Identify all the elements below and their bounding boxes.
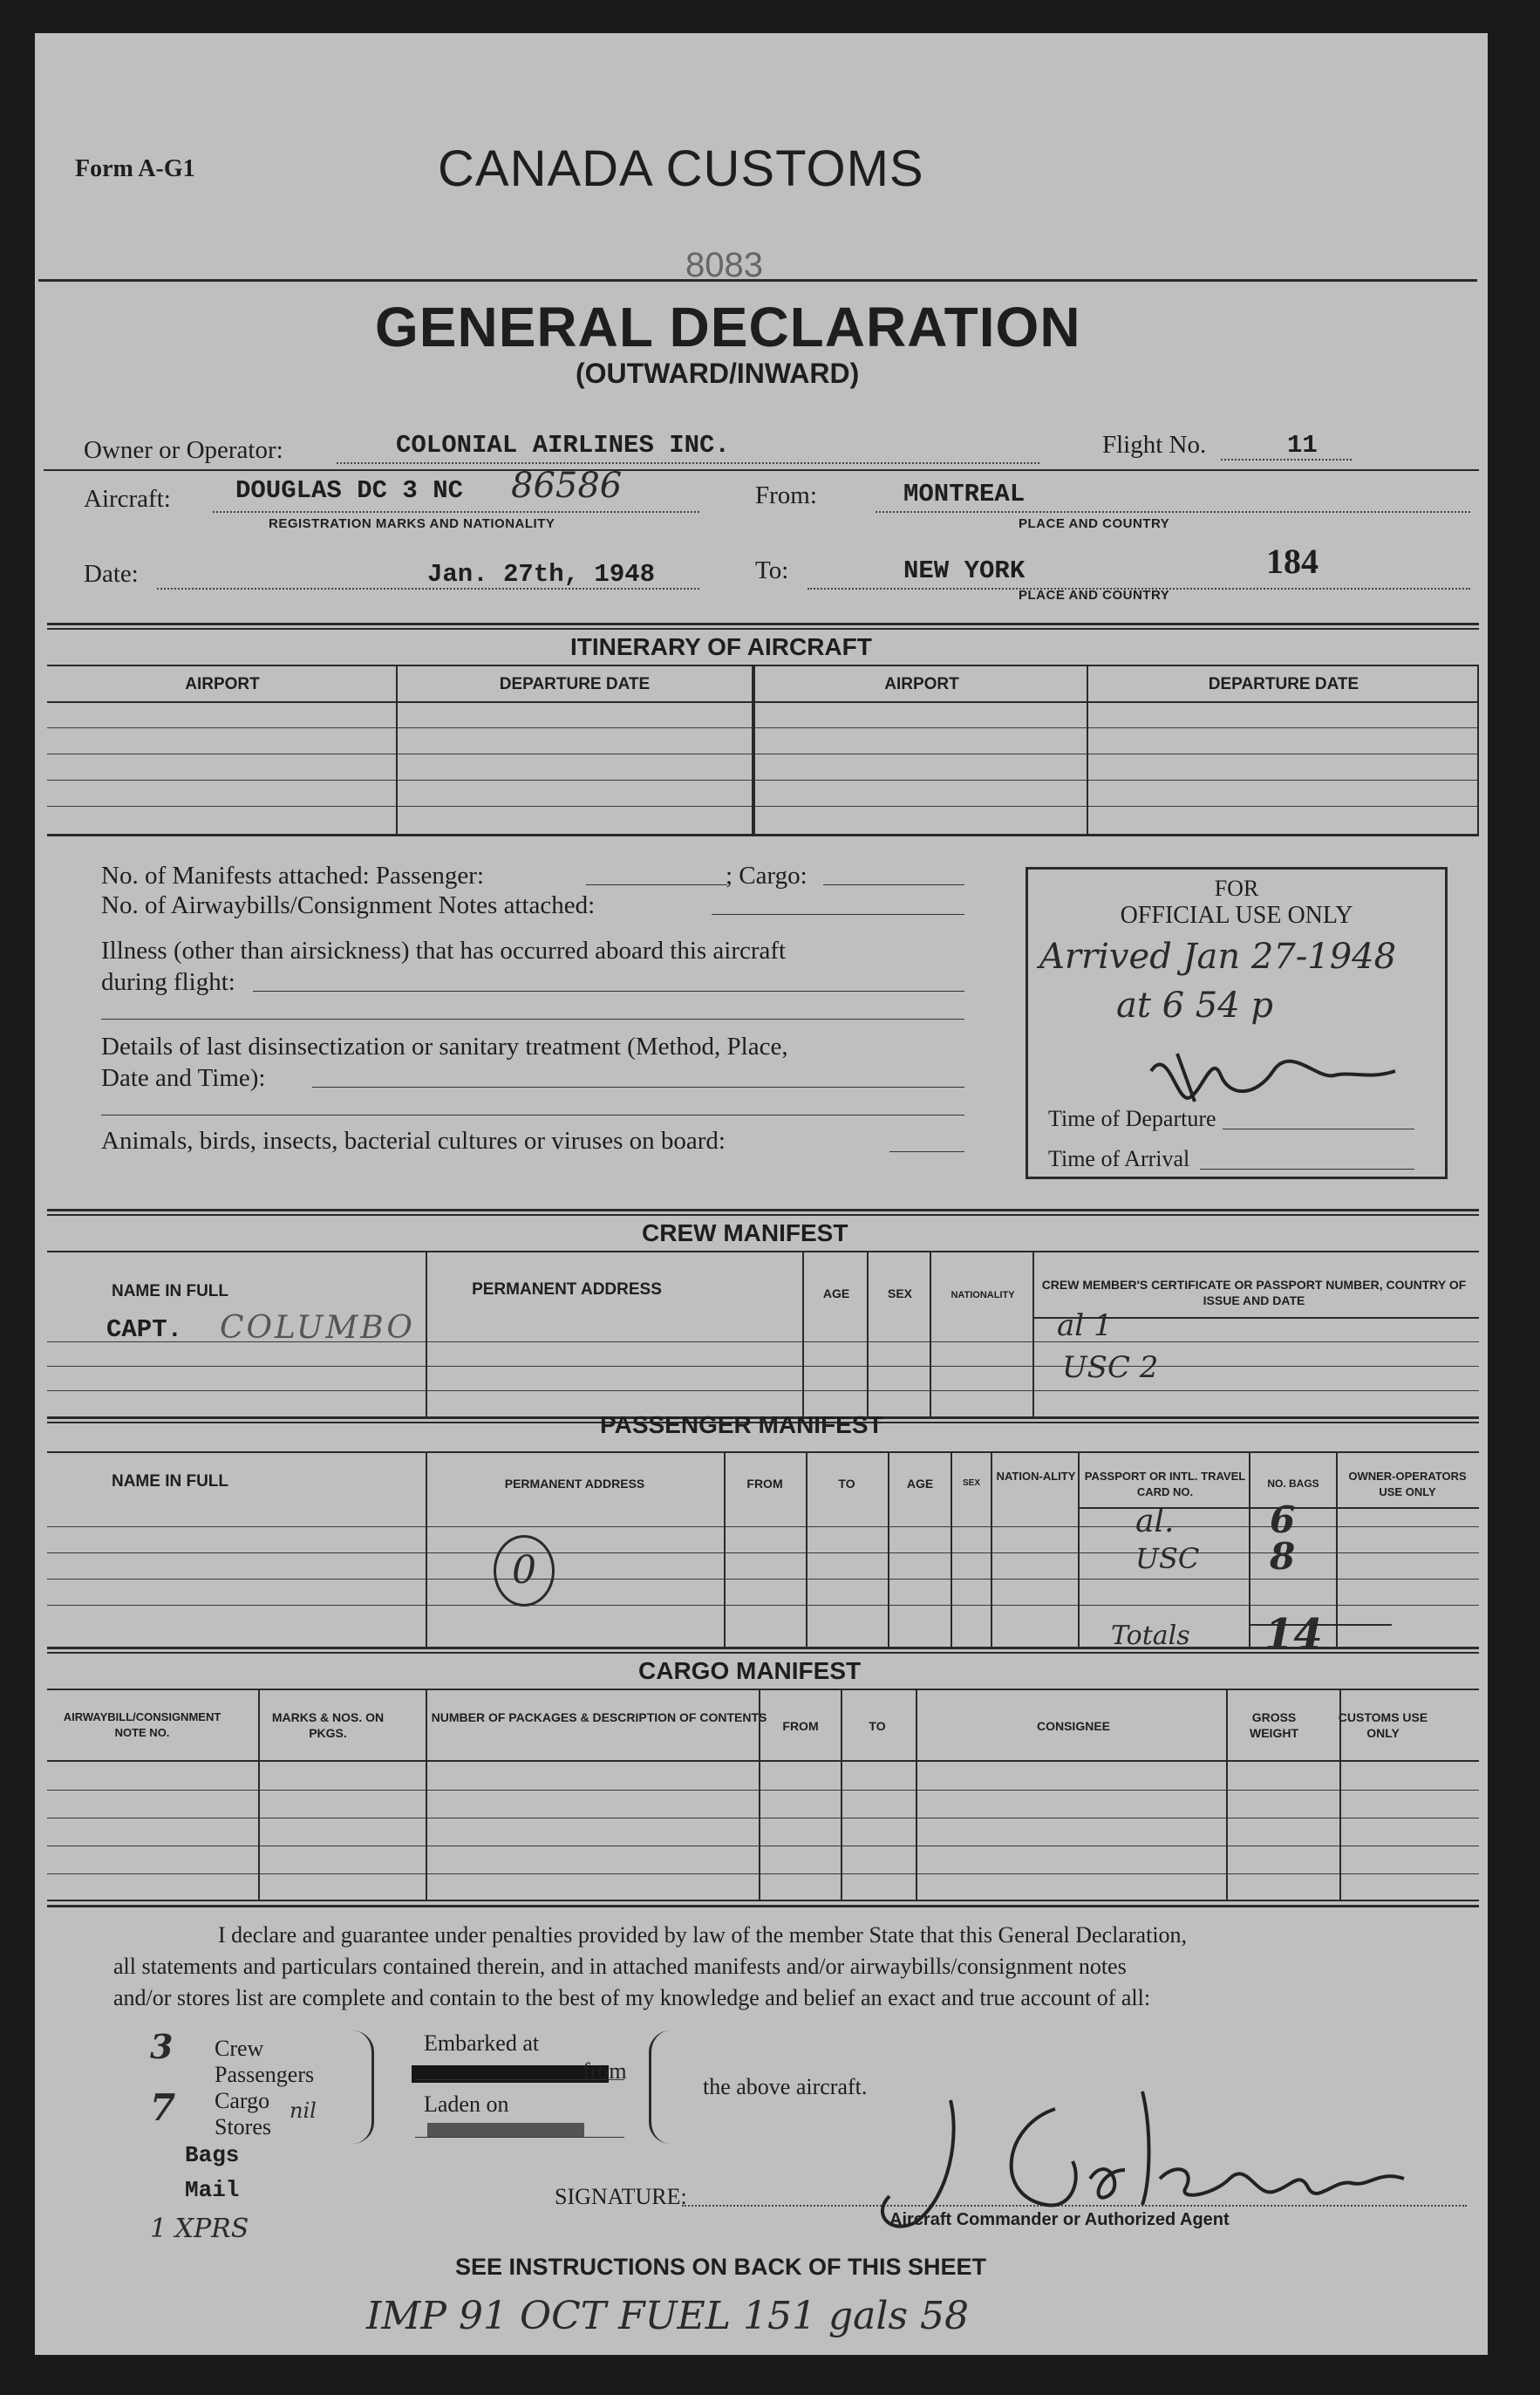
cargo-count-label: Cargo — [215, 2088, 270, 2113]
passenger-col-name: NAME IN FULL — [111, 1472, 229, 1491]
flight-value: 11 — [1287, 431, 1318, 460]
crew-col-address: PERMANENT ADDRESS — [472, 1280, 662, 1299]
from-caption: PLACE AND COUNTRY — [1019, 516, 1170, 531]
embarked-redacted — [412, 2065, 609, 2083]
embarked-label: Embarked at — [424, 2030, 540, 2056]
direction-subtitle: (OUTWARD/INWARD) — [576, 358, 860, 389]
passenger-col-address: PERMANENT ADDRESS — [504, 1477, 645, 1491]
laden-label: Laden on — [424, 2091, 509, 2117]
cargo-col-consignee: CONSIGNEE — [1036, 1719, 1110, 1733]
crew-count-handwritten: 3 — [150, 2027, 174, 2066]
crew-manifest-title: CREW MANIFEST — [642, 1219, 848, 1246]
itinerary-col-airport-2: AIRPORT — [884, 675, 959, 693]
itinerary-col-departure-2: DEPARTURE DATE — [1208, 675, 1359, 693]
illness-line-1: Illness (other than airsickness) that has occurred aboard this aircraft — [101, 937, 787, 965]
passenger-col-to: TO — [838, 1477, 855, 1491]
date-label: Date: — [84, 560, 139, 588]
disinsect-line-1: Details of last disinsectization or sanitary treatment (Method, Place, — [101, 1033, 788, 1061]
passenger-col-sex: SEX — [962, 1478, 980, 1488]
crew-cert-handwritten-2: USC 2 — [1062, 1350, 1159, 1385]
crew-cert-handwritten-1: al 1 — [1057, 1308, 1113, 1343]
mail-typed: Mail — [185, 2177, 240, 2203]
cargo-attached-label: ; Cargo: — [726, 862, 807, 890]
cargo-col-customs: CUSTOMS USE ONLY — [1338, 1710, 1428, 1740]
owner-label: Owner or Operator: — [84, 436, 283, 464]
cargo-manifest-title: CARGO MANIFEST — [638, 1657, 862, 1684]
official-use-handwritten-1: Arrived Jan 27-1948 — [1039, 937, 1397, 977]
bags-typed: Bags — [185, 2142, 240, 2168]
passenger-col-bags: NO. BAGS — [1267, 1477, 1319, 1490]
to-label: To: — [755, 556, 789, 584]
time-of-departure-label: Time of Departure — [1048, 1106, 1216, 1131]
crew-col-nationality: NATIONALITY — [951, 1290, 1015, 1300]
circled-passenger-count: 0 — [494, 1535, 555, 1607]
animals-label: Animals, birds, insects, bacterial cultures or viruses on board: — [101, 1127, 726, 1155]
laden-redacted — [427, 2123, 584, 2137]
cargo-count-handwritten: 7 — [150, 2086, 176, 2129]
stores-count-label: Stores — [215, 2114, 271, 2139]
from-label: From: — [755, 481, 817, 509]
stores-handwritten: nil — [290, 2098, 317, 2123]
crew-col-certificate: CREW MEMBER'S CERTIFICATE OR PASSPORT NUMBER, COUNTRY OF ISSUE AND DATE — [1041, 1278, 1467, 1307]
signature-caption: Aircraft Commander or Authorized Agent — [889, 2210, 1230, 2229]
flight-label: Flight No. — [1102, 431, 1207, 459]
official-use-handwritten-2: at 6 54 p — [1116, 986, 1274, 1026]
cargo-col-packages: NUMBER OF PACKAGES & DESCRIPTION OF CONTENTS — [431, 1710, 767, 1724]
signature-label: SIGNATURE: — [555, 2184, 687, 2209]
aircraft-registration-handwritten: 86586 — [511, 466, 623, 506]
aircraft-value: DOUGLAS DC 3 NC — [235, 476, 464, 505]
footer-handwritten-note: IMP 91 OCT FUEL 151 gals 58 — [366, 2294, 970, 2338]
crew-col-sex: SEX — [887, 1286, 912, 1300]
passenger-passport-handwritten-usc: USC — [1135, 1542, 1200, 1575]
aircraft-caption: REGISTRATION MARKS AND NATIONALITY — [269, 516, 555, 531]
passenger-col-from: FROM — [746, 1477, 783, 1491]
passenger-col-nationality: NATION-ALITY — [996, 1470, 1076, 1483]
itinerary-title: ITINERARY OF AIRCRAFT — [570, 633, 872, 660]
embarked-suffix: from — [583, 2058, 627, 2084]
cargo-col-airwaybill: AIRWAYBILL/CONSIGNMENT NOTE NO. — [63, 1710, 221, 1739]
declaration-line-3: and/or stores list are complete and contain to the best of my knowledge and belief an exact and true account of all: — [113, 1985, 1151, 2010]
cargo-col-gross-weight: GROSS WEIGHT — [1250, 1710, 1298, 1740]
declaration-form — [35, 33, 1488, 2355]
crew-row-name-handwritten: COLUMBO — [220, 1310, 415, 1346]
passenger-manifest-title: PASSENGER MANIFEST — [600, 1411, 883, 1438]
owner-value: COLONIAL AIRLINES INC. — [396, 431, 730, 460]
airwaybills-label: No. of Airwaybills/Consignment Notes attached: — [101, 891, 596, 919]
crew-col-name: NAME IN FULL — [111, 1282, 229, 1300]
passenger-passport-handwritten-al: al. — [1135, 1504, 1175, 1539]
cargo-col-marks: MARKS & NOS. ON PKGS. — [271, 1710, 385, 1740]
xpress-handwritten: 1 XPRS — [150, 2214, 249, 2244]
form-number: Form A-G1 — [75, 155, 195, 182]
time-of-arrival-label: Time of Arrival — [1048, 1146, 1190, 1171]
stamp-number: 184 — [1266, 542, 1319, 581]
date-value: Jan. 27th, 1948 — [427, 560, 656, 589]
official-use-title-1: FOR — [1214, 876, 1259, 901]
instructions-footer: SEE INSTRUCTIONS ON BACK OF THIS SHEET — [455, 2254, 987, 2280]
itinerary-col-departure-1: DEPARTURE DATE — [499, 675, 651, 693]
page-title: GENERAL DECLARATION — [375, 296, 1081, 358]
to-caption: PLACE AND COUNTRY — [1019, 588, 1170, 603]
passenger-bags-usc: 8 — [1270, 1535, 1296, 1578]
itinerary-col-airport-1: AIRPORT — [185, 675, 260, 693]
official-initials-signature — [1142, 1036, 1404, 1115]
aircraft-label: Aircraft: — [84, 485, 171, 513]
cargo-col-to: TO — [869, 1719, 886, 1733]
above-aircraft-text: the above aircraft. — [703, 2074, 868, 2099]
passenger-bags-al: 6 — [1270, 1498, 1296, 1541]
official-use-title-2: OFFICIAL USE ONLY — [1120, 902, 1353, 929]
to-value: NEW YORK — [903, 556, 1026, 585]
passenger-bags-total: 14 — [1264, 1610, 1323, 1659]
left-brace — [352, 2030, 374, 2144]
crew-row-title: CAPT. — [106, 1315, 183, 1344]
passenger-totals-label: Totals — [1111, 1621, 1190, 1651]
passengers-count-label: Passengers — [215, 2062, 315, 2087]
disinsect-line-2: Date and Time): — [101, 1064, 266, 1092]
crew-col-age: AGE — [822, 1286, 850, 1300]
cargo-col-from: FROM — [782, 1719, 819, 1733]
right-brace — [649, 2030, 671, 2144]
from-value: MONTREAL — [903, 480, 1026, 508]
passenger-col-age: AGE — [906, 1477, 934, 1491]
crew-count-label: Crew — [215, 2036, 264, 2061]
passenger-col-owner-operator: OWNER-OPERATORS USE ONLY — [1348, 1470, 1467, 1498]
declaration-line-2: all statements and particulars contained therein, and in attached manifests and/or airwaybills/consignment notes — [113, 1954, 1127, 1979]
manifests-label: No. of Manifests attached: Passenger: — [101, 862, 484, 890]
declaration-line-1: I declare and guarantee under penalties provided by law of the member State that this General Declaration, — [218, 1922, 1188, 1948]
serial-number: 8083 — [685, 246, 763, 284]
illness-line-2: during flight: — [101, 968, 235, 996]
agency-title: CANADA CUSTOMS — [438, 140, 924, 197]
passenger-col-passport: PASSPORT OR INTL. TRAVEL CARD NO. — [1084, 1470, 1246, 1498]
